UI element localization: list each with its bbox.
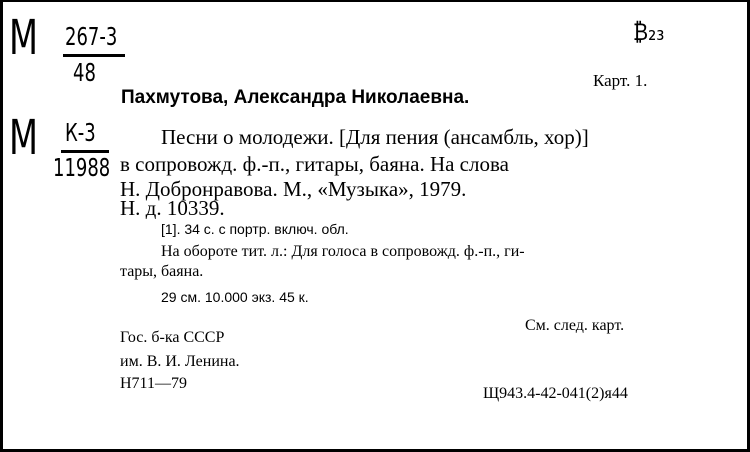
shelfmark-1-bottom: 48 xyxy=(73,58,96,87)
title-line-2: в сопровожд. ф.-п., гитары, баяна. На слова xyxy=(120,152,509,176)
shelfmark-2-letter: М xyxy=(9,110,38,166)
note-line-1: На обороте тит. л.: Для голоса в сопровожд. ф.-п., ги- xyxy=(161,243,525,260)
library-code: Н711—79 xyxy=(120,375,187,392)
author-heading: Пахмутова, Александра Николаевна. xyxy=(121,87,470,108)
classification-index: Щ943.4-42-041(2)я44 xyxy=(483,385,628,402)
title-line-1: Песни о молодежи. [Для пения (ансамбль, хор)] xyxy=(161,125,589,149)
pagination: [1]. 34 с. с портр. включ. обл. xyxy=(161,221,349,237)
library-line-1: Гос. б-ка СССР xyxy=(120,329,225,346)
shelfmark-2-top: К-3 xyxy=(65,118,96,147)
format-line: 29 см. 10.000 экз. 45 к. xyxy=(161,289,309,305)
title-line-4: Н. д. 10339. xyxy=(120,196,225,220)
shelfmark-1-top: 267-3 xyxy=(65,22,118,51)
library-line-2: им. В. И. Ленина. xyxy=(120,353,240,370)
note-line-2: тары, баяна. xyxy=(120,263,204,280)
shelfmark-2-bottom: 11988 xyxy=(53,153,111,182)
title-line-3: Н. Добронравова. М., «Музыка», 1979. xyxy=(120,177,467,201)
card-label: Карт. 1. xyxy=(593,71,648,90)
corner-scribble: ₿₂₃ xyxy=(633,18,665,46)
shelfmark-1-letter: М xyxy=(9,10,38,66)
see-next-card: См. след. карт. xyxy=(525,317,625,334)
shelfmark-1-divider xyxy=(63,54,125,57)
